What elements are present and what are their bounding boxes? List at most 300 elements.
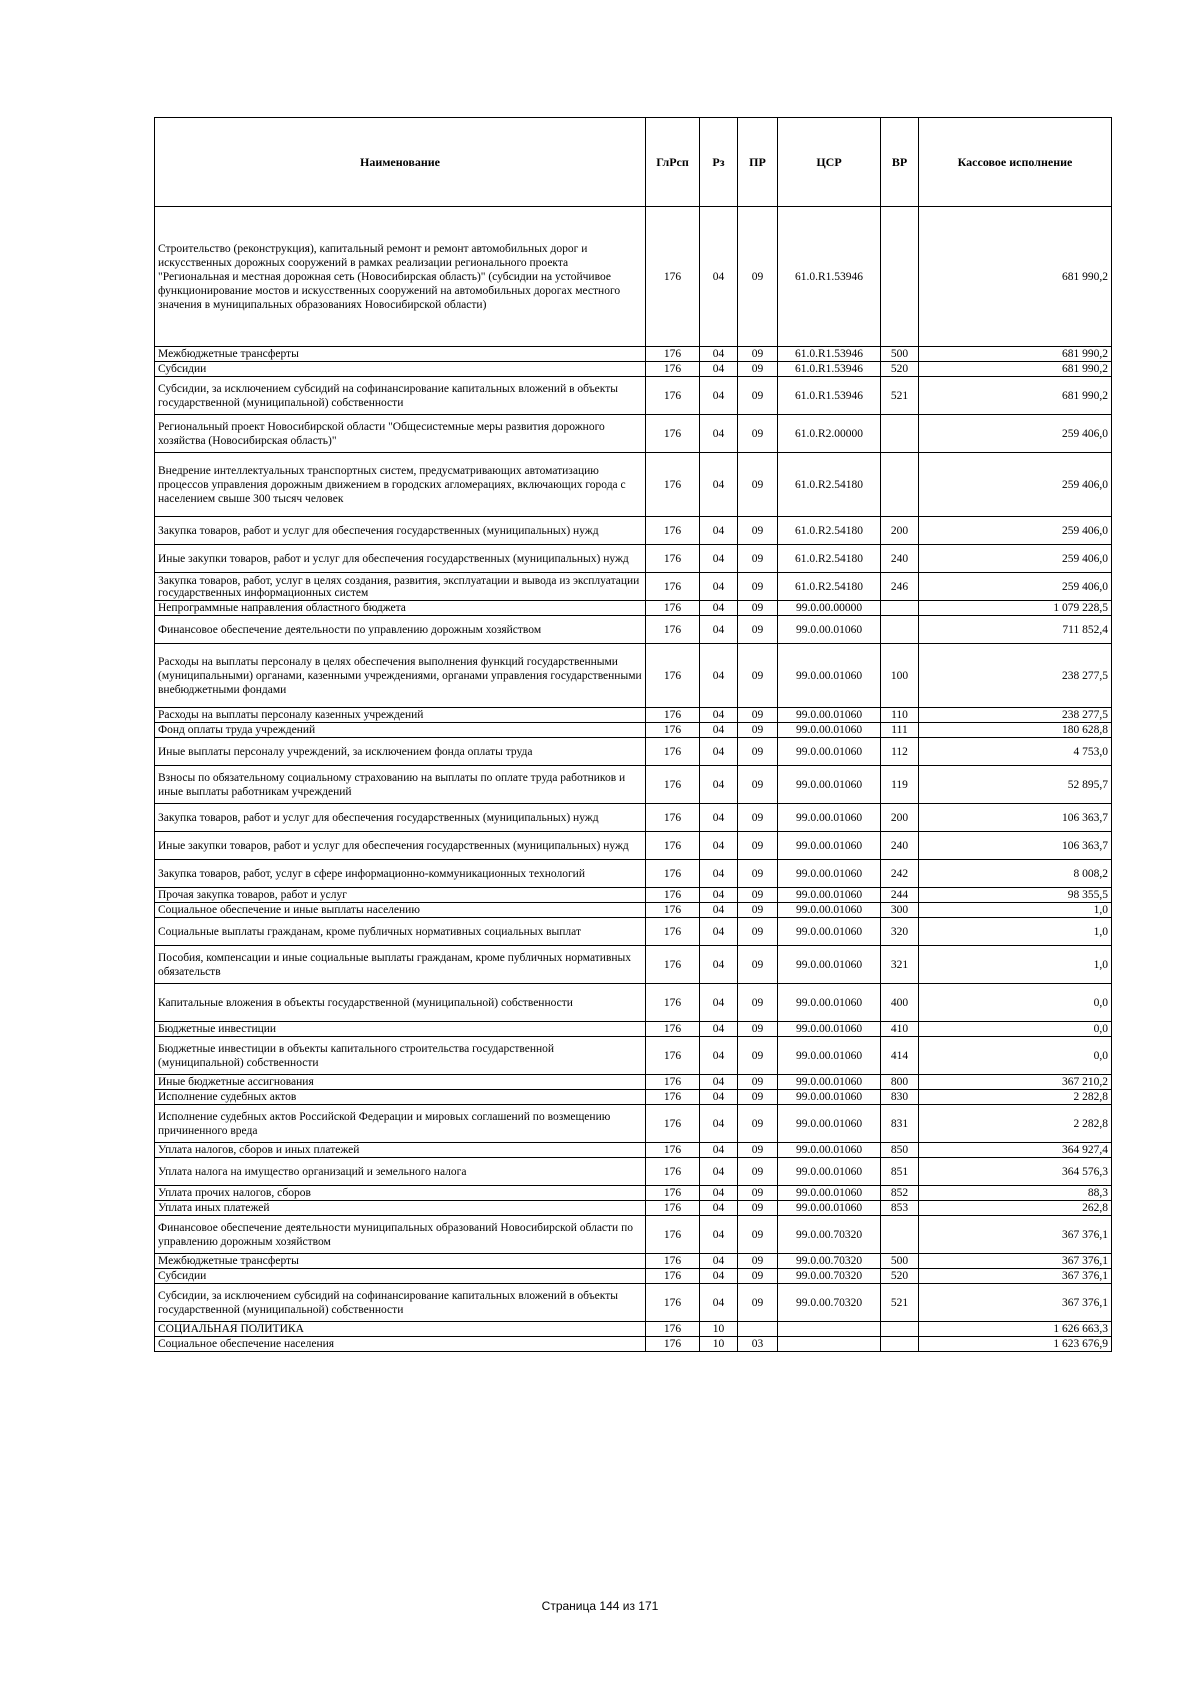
cell-pr: 09 [738, 1201, 778, 1216]
cell-glrsp: 176 [646, 1158, 700, 1186]
cell-name: Иные закупки товаров, работ и услуг для обеспечения государственных (муниципальных) нужд [155, 832, 646, 860]
cell-vr: 110 [881, 708, 919, 723]
cell-vr: 111 [881, 723, 919, 738]
cell-name: Уплата налогов, сборов и иных платежей [155, 1143, 646, 1158]
cell-name: Социальное обеспечение населения [155, 1337, 646, 1352]
cell-pr: 09 [738, 946, 778, 984]
cell-csr: 99.0.00.01060 [778, 1022, 881, 1037]
cell-amount: 364 927,4 [919, 1143, 1112, 1158]
cell-amount: 1,0 [919, 903, 1112, 918]
cell-vr: 400 [881, 984, 919, 1022]
cell-rz: 04 [700, 1105, 738, 1143]
cell-csr: 99.0.00.70320 [778, 1216, 881, 1254]
cell-glrsp: 176 [646, 804, 700, 832]
cell-pr: 09 [738, 1216, 778, 1254]
cell-rz: 04 [700, 1090, 738, 1105]
cell-csr: 99.0.00.01060 [778, 723, 881, 738]
cell-pr: 03 [738, 1337, 778, 1352]
cell-pr: 09 [738, 616, 778, 644]
cell-name: Иные закупки товаров, работ и услуг для обеспечения государственных (муниципальных) нужд [155, 545, 646, 573]
cell-vr: 200 [881, 517, 919, 545]
cell-rz: 04 [700, 1254, 738, 1269]
cell-rz: 04 [700, 573, 738, 601]
cell-amount: 681 990,2 [919, 362, 1112, 377]
cell-rz: 04 [700, 616, 738, 644]
cell-amount: 367 210,2 [919, 1075, 1112, 1090]
cell-vr [881, 207, 919, 347]
cell-pr: 09 [738, 738, 778, 766]
cell-glrsp: 176 [646, 616, 700, 644]
cell-glrsp: 176 [646, 738, 700, 766]
table-row [155, 1158, 1112, 1186]
cell-name: Исполнение судебных актов Российской Федерации и мировых соглашений по возмещению причиненного вреда [155, 1105, 646, 1143]
cell-name: Субсидии [155, 1269, 646, 1284]
cell-vr [881, 453, 919, 517]
cell-pr: 09 [738, 723, 778, 738]
cell-pr: 09 [738, 415, 778, 453]
table-row [155, 644, 1112, 708]
cell-name: Закупка товаров, работ и услуг для обеспечения государственных (муниципальных) нужд [155, 517, 646, 545]
table-row [155, 453, 1112, 517]
cell-pr: 09 [738, 1284, 778, 1322]
cell-csr: 61.0.R2.00000 [778, 415, 881, 453]
cell-glrsp: 176 [646, 1075, 700, 1090]
cell-name: Уплата налога на имущество организаций и земельного налога [155, 1158, 646, 1186]
cell-csr: 99.0.00.01060 [778, 708, 881, 723]
cell-pr: 09 [738, 860, 778, 888]
cell-amount: 681 990,2 [919, 207, 1112, 347]
cell-name: Субсидии, за исключением субсидий на софинансирование капитальных вложений в объекты государственной (муниципальной) собственности [155, 1284, 646, 1322]
cell-glrsp: 176 [646, 362, 700, 377]
cell-vr: 112 [881, 738, 919, 766]
cell-pr: 09 [738, 601, 778, 616]
cell-vr [881, 616, 919, 644]
cell-rz: 04 [700, 601, 738, 616]
cell-name: Социальные выплаты гражданам, кроме публичных нормативных социальных выплат [155, 918, 646, 946]
cell-pr: 09 [738, 1037, 778, 1075]
cell-csr: 99.0.00.01060 [778, 918, 881, 946]
cell-csr: 99.0.00.01060 [778, 888, 881, 903]
cell-rz: 04 [700, 1186, 738, 1201]
cell-glrsp: 176 [646, 1322, 700, 1337]
cell-csr: 61.0.R2.54180 [778, 545, 881, 573]
cell-name: Расходы на выплаты персоналу в целях обеспечения выполнения функций государственными (муниципальными) органами, казенными учреждениями, органами управления государственными внебюджетными фондами [155, 644, 646, 708]
cell-amount: 364 576,3 [919, 1158, 1112, 1186]
cell-amount: 367 376,1 [919, 1216, 1112, 1254]
cell-vr: 100 [881, 644, 919, 708]
cell-rz: 04 [700, 1037, 738, 1075]
table-row [155, 1037, 1112, 1075]
cell-glrsp: 176 [646, 415, 700, 453]
cell-rz: 04 [700, 453, 738, 517]
cell-vr: 200 [881, 804, 919, 832]
cell-csr: 99.0.00.01060 [778, 946, 881, 984]
cell-csr: 99.0.00.01060 [778, 1143, 881, 1158]
cell-rz: 04 [700, 723, 738, 738]
cell-csr: 99.0.00.01060 [778, 1201, 881, 1216]
table-row [155, 377, 1112, 415]
cell-vr: 240 [881, 545, 919, 573]
table-row [155, 1022, 1112, 1037]
cell-name: Бюджетные инвестиции [155, 1022, 646, 1037]
cell-glrsp: 176 [646, 1254, 700, 1269]
cell-vr [881, 1322, 919, 1337]
cell-pr: 09 [738, 1090, 778, 1105]
cell-amount: 4 753,0 [919, 738, 1112, 766]
table-row [155, 415, 1112, 453]
header-amount: Кассовое исполнение [919, 118, 1112, 207]
table-row [155, 708, 1112, 723]
cell-name: Расходы на выплаты персоналу казенных учреждений [155, 708, 646, 723]
cell-pr: 09 [738, 804, 778, 832]
cell-csr: 61.0.R1.53946 [778, 347, 881, 362]
cell-pr: 09 [738, 453, 778, 517]
cell-glrsp: 176 [646, 860, 700, 888]
cell-csr: 99.0.00.01060 [778, 1075, 881, 1090]
cell-rz: 04 [700, 545, 738, 573]
cell-glrsp: 176 [646, 1216, 700, 1254]
cell-vr: 851 [881, 1158, 919, 1186]
cell-name: СОЦИАЛЬНАЯ ПОЛИТИКА [155, 1322, 646, 1337]
cell-pr: 09 [738, 832, 778, 860]
cell-name: Социальное обеспечение и иные выплаты населению [155, 903, 646, 918]
cell-name: Уплата прочих налогов, сборов [155, 1186, 646, 1201]
cell-rz: 04 [700, 1201, 738, 1216]
cell-name: Прочая закупка товаров, работ и услуг [155, 888, 646, 903]
cell-rz: 04 [700, 1143, 738, 1158]
cell-rz: 04 [700, 415, 738, 453]
cell-pr: 09 [738, 362, 778, 377]
header-name: Наименование [155, 118, 646, 207]
cell-amount: 1,0 [919, 918, 1112, 946]
cell-pr: 09 [738, 347, 778, 362]
cell-amount: 2 282,8 [919, 1090, 1112, 1105]
cell-rz: 04 [700, 708, 738, 723]
cell-amount: 238 277,5 [919, 644, 1112, 708]
cell-csr: 99.0.00.01060 [778, 766, 881, 804]
cell-pr: 09 [738, 644, 778, 708]
cell-pr: 09 [738, 918, 778, 946]
cell-name: Закупка товаров, работ, услуг в сфере информационно-коммуникационных технологий [155, 860, 646, 888]
cell-csr: 99.0.00.01060 [778, 1037, 881, 1075]
cell-csr: 99.0.00.70320 [778, 1284, 881, 1322]
cell-csr [778, 1337, 881, 1352]
cell-rz: 04 [700, 738, 738, 766]
cell-pr: 09 [738, 766, 778, 804]
cell-name: Фонд оплаты труда учреждений [155, 723, 646, 738]
cell-amount: 367 376,1 [919, 1269, 1112, 1284]
cell-glrsp: 176 [646, 347, 700, 362]
cell-amount: 106 363,7 [919, 832, 1112, 860]
cell-glrsp: 176 [646, 207, 700, 347]
cell-vr [881, 1216, 919, 1254]
cell-pr: 09 [738, 984, 778, 1022]
cell-amount: 681 990,2 [919, 377, 1112, 415]
table-row [155, 738, 1112, 766]
cell-rz: 04 [700, 984, 738, 1022]
cell-amount: 262,8 [919, 1201, 1112, 1216]
cell-vr: 242 [881, 860, 919, 888]
cell-rz: 04 [700, 1269, 738, 1284]
cell-csr: 99.0.00.70320 [778, 1254, 881, 1269]
cell-rz: 04 [700, 946, 738, 984]
cell-rz: 04 [700, 362, 738, 377]
cell-rz: 04 [700, 860, 738, 888]
header-rz: Рз [700, 118, 738, 207]
cell-csr: 99.0.00.01060 [778, 644, 881, 708]
cell-rz: 10 [700, 1337, 738, 1352]
cell-vr: 321 [881, 946, 919, 984]
cell-glrsp: 176 [646, 1337, 700, 1352]
cell-rz: 04 [700, 832, 738, 860]
cell-amount: 259 406,0 [919, 545, 1112, 573]
cell-vr: 830 [881, 1090, 919, 1105]
cell-pr: 09 [738, 1022, 778, 1037]
cell-glrsp: 176 [646, 832, 700, 860]
table-header-row [155, 118, 1112, 207]
table-row [155, 545, 1112, 573]
cell-vr: 500 [881, 347, 919, 362]
page-number: Страница 144 из 171 [541, 1599, 659, 1613]
cell-csr: 99.0.00.01060 [778, 1186, 881, 1201]
table-row [155, 573, 1112, 601]
cell-csr: 99.0.00.01060 [778, 804, 881, 832]
cell-name: Субсидии [155, 362, 646, 377]
table-row [155, 766, 1112, 804]
cell-amount: 180 628,8 [919, 723, 1112, 738]
table-row [155, 1075, 1112, 1090]
cell-vr: 240 [881, 832, 919, 860]
cell-glrsp: 176 [646, 984, 700, 1022]
cell-glrsp: 176 [646, 644, 700, 708]
cell-pr: 09 [738, 708, 778, 723]
cell-vr: 414 [881, 1037, 919, 1075]
table-row [155, 946, 1112, 984]
cell-rz: 04 [700, 888, 738, 903]
cell-vr: 244 [881, 888, 919, 903]
cell-name: Закупка товаров, работ и услуг для обеспечения государственных (муниципальных) нужд [155, 804, 646, 832]
cell-csr [778, 1322, 881, 1337]
cell-glrsp: 176 [646, 1284, 700, 1322]
cell-glrsp: 176 [646, 1186, 700, 1201]
cell-amount: 0,0 [919, 984, 1112, 1022]
cell-amount: 52 895,7 [919, 766, 1112, 804]
cell-rz: 04 [700, 1216, 738, 1254]
table-row [155, 984, 1112, 1022]
cell-rz: 04 [700, 377, 738, 415]
cell-vr: 410 [881, 1022, 919, 1037]
cell-vr [881, 415, 919, 453]
header-vr: ВР [881, 118, 919, 207]
table-row [155, 860, 1112, 888]
cell-glrsp: 176 [646, 918, 700, 946]
cell-name: Финансовое обеспечение деятельности муниципальных образований Новосибирской области по управлению дорожным хозяйством [155, 1216, 646, 1254]
cell-name: Взносы по обязательному социальному страхованию на выплаты по оплате труда работников и иные выплаты работникам учреждений [155, 766, 646, 804]
table-row [155, 362, 1112, 377]
cell-glrsp: 176 [646, 766, 700, 804]
cell-glrsp: 176 [646, 1143, 700, 1158]
cell-glrsp: 176 [646, 1037, 700, 1075]
cell-amount: 259 406,0 [919, 573, 1112, 601]
table-row [155, 601, 1112, 616]
table-row [155, 1201, 1112, 1216]
cell-amount: 1 626 663,3 [919, 1322, 1112, 1337]
cell-name: Субсидии, за исключением субсидий на софинансирование капитальных вложений в объекты государственной (муниципальной) собственности [155, 377, 646, 415]
table-row [155, 1105, 1112, 1143]
cell-glrsp: 176 [646, 888, 700, 903]
table-row [155, 616, 1112, 644]
cell-name: Исполнение судебных актов [155, 1090, 646, 1105]
cell-amount: 0,0 [919, 1037, 1112, 1075]
cell-vr: 300 [881, 903, 919, 918]
cell-rz: 04 [700, 347, 738, 362]
cell-pr: 09 [738, 377, 778, 415]
cell-name: Уплата иных платежей [155, 1201, 646, 1216]
cell-pr: 09 [738, 903, 778, 918]
table-row [155, 903, 1112, 918]
table-row [155, 1090, 1112, 1105]
cell-pr: 09 [738, 888, 778, 903]
cell-csr: 61.0.R2.54180 [778, 573, 881, 601]
cell-name: Иные выплаты персоналу учреждений, за исключением фонда оплаты труда [155, 738, 646, 766]
cell-name: Региональный проект Новосибирской области "Общесистемные меры развития дорожного хозяйства (Новосибирская область)" [155, 415, 646, 453]
cell-amount: 367 376,1 [919, 1254, 1112, 1269]
cell-amount: 238 277,5 [919, 708, 1112, 723]
table-row [155, 1143, 1112, 1158]
cell-glrsp: 176 [646, 1105, 700, 1143]
cell-amount: 259 406,0 [919, 517, 1112, 545]
cell-glrsp: 176 [646, 377, 700, 415]
table-row [155, 347, 1112, 362]
cell-amount: 2 282,8 [919, 1105, 1112, 1143]
cell-name: Внедрение интеллектуальных транспортных систем, предусматривающих автоматизацию процессов управления дорожным движением в городских агломерациях, включающих города с населением свыше 300 тысяч человек [155, 453, 646, 517]
cell-glrsp: 176 [646, 1090, 700, 1105]
cell-vr: 853 [881, 1201, 919, 1216]
cell-amount: 106 363,7 [919, 804, 1112, 832]
cell-glrsp: 176 [646, 517, 700, 545]
table-row [155, 1269, 1112, 1284]
table-row [155, 723, 1112, 738]
cell-pr: 09 [738, 573, 778, 601]
cell-vr: 520 [881, 362, 919, 377]
cell-amount: 1 079 228,5 [919, 601, 1112, 616]
cell-vr: 521 [881, 1284, 919, 1322]
cell-name: Иные бюджетные ассигнования [155, 1075, 646, 1090]
cell-amount: 98 355,5 [919, 888, 1112, 903]
cell-glrsp: 176 [646, 1201, 700, 1216]
cell-pr: 09 [738, 1254, 778, 1269]
cell-csr: 99.0.00.70320 [778, 1269, 881, 1284]
cell-glrsp: 176 [646, 723, 700, 738]
cell-rz: 04 [700, 1075, 738, 1090]
cell-rz: 04 [700, 804, 738, 832]
table-row [155, 1322, 1112, 1337]
cell-name: Капитальные вложения в объекты государственной (муниципальной) собственности [155, 984, 646, 1022]
cell-rz: 04 [700, 207, 738, 347]
cell-csr: 61.0.R1.53946 [778, 377, 881, 415]
cell-vr: 800 [881, 1075, 919, 1090]
header-csr: ЦСР [778, 118, 881, 207]
cell-pr: 09 [738, 207, 778, 347]
cell-amount: 711 852,4 [919, 616, 1112, 644]
cell-rz: 04 [700, 903, 738, 918]
cell-name: Непрограммные направления областного бюджета [155, 601, 646, 616]
cell-csr: 99.0.00.01060 [778, 616, 881, 644]
cell-pr [738, 1322, 778, 1337]
cell-pr: 09 [738, 1075, 778, 1090]
cell-pr: 09 [738, 1105, 778, 1143]
cell-amount: 681 990,2 [919, 347, 1112, 362]
table-row [155, 804, 1112, 832]
cell-csr: 99.0.00.01060 [778, 1105, 881, 1143]
cell-csr: 99.0.00.01060 [778, 903, 881, 918]
cell-amount: 0,0 [919, 1022, 1112, 1037]
cell-amount: 259 406,0 [919, 453, 1112, 517]
cell-csr: 99.0.00.01060 [778, 1090, 881, 1105]
table-row [155, 1216, 1112, 1254]
cell-csr: 99.0.00.00000 [778, 601, 881, 616]
cell-csr: 61.0.R1.53946 [778, 362, 881, 377]
cell-name: Межбюджетные трансферты [155, 1254, 646, 1269]
table-row [155, 1337, 1112, 1352]
cell-amount: 259 406,0 [919, 415, 1112, 453]
cell-vr: 521 [881, 377, 919, 415]
cell-amount: 8 008,2 [919, 860, 1112, 888]
budget-table [154, 117, 1112, 1352]
cell-vr: 850 [881, 1143, 919, 1158]
table-row [155, 1186, 1112, 1201]
cell-glrsp: 176 [646, 903, 700, 918]
cell-pr: 09 [738, 1269, 778, 1284]
table-row [155, 207, 1112, 347]
cell-vr: 320 [881, 918, 919, 946]
cell-glrsp: 176 [646, 1022, 700, 1037]
cell-rz: 04 [700, 1022, 738, 1037]
cell-rz: 04 [700, 517, 738, 545]
cell-pr: 09 [738, 545, 778, 573]
cell-amount: 1,0 [919, 946, 1112, 984]
cell-glrsp: 176 [646, 946, 700, 984]
cell-glrsp: 176 [646, 573, 700, 601]
cell-rz: 04 [700, 766, 738, 804]
cell-name: Межбюджетные трансферты [155, 347, 646, 362]
cell-name: Финансовое обеспечение деятельности по управлению дорожным хозяйством [155, 616, 646, 644]
header-pr: ПР [738, 118, 778, 207]
table-row [155, 517, 1112, 545]
table-row [155, 888, 1112, 903]
table-row [155, 1284, 1112, 1322]
cell-vr: 119 [881, 766, 919, 804]
cell-amount: 1 623 676,9 [919, 1337, 1112, 1352]
cell-rz: 04 [700, 1158, 738, 1186]
table-row [155, 918, 1112, 946]
cell-csr: 99.0.00.01060 [778, 1158, 881, 1186]
cell-name: Бюджетные инвестиции в объекты капитального строительства государственной (муниципальной) собственности [155, 1037, 646, 1075]
header-glrsp: ГлРсп [646, 118, 700, 207]
cell-csr: 61.0.R1.53946 [778, 207, 881, 347]
cell-rz: 10 [700, 1322, 738, 1337]
cell-vr: 500 [881, 1254, 919, 1269]
cell-name: Строительство (реконструкция), капитальный ремонт и ремонт автомобильных дорог и искусственных дорожных сооружений в рамках реализации регионального проекта "Региональная и местная дорожная сеть (Новосибирская область)" (субсидии на устойчивое функционирование мостов и искусственных сооружений на автомобильных дорогах местного значения в муниципальных образованиях Новосибирской области) [155, 207, 646, 347]
cell-glrsp: 176 [646, 601, 700, 616]
cell-csr: 99.0.00.01060 [778, 860, 881, 888]
cell-glrsp: 176 [646, 708, 700, 723]
cell-csr: 61.0.R2.54180 [778, 453, 881, 517]
cell-name: Пособия, компенсации и иные социальные выплаты гражданам, кроме публичных нормативных обязательств [155, 946, 646, 984]
cell-rz: 04 [700, 918, 738, 946]
cell-rz: 04 [700, 1284, 738, 1322]
cell-pr: 09 [738, 517, 778, 545]
